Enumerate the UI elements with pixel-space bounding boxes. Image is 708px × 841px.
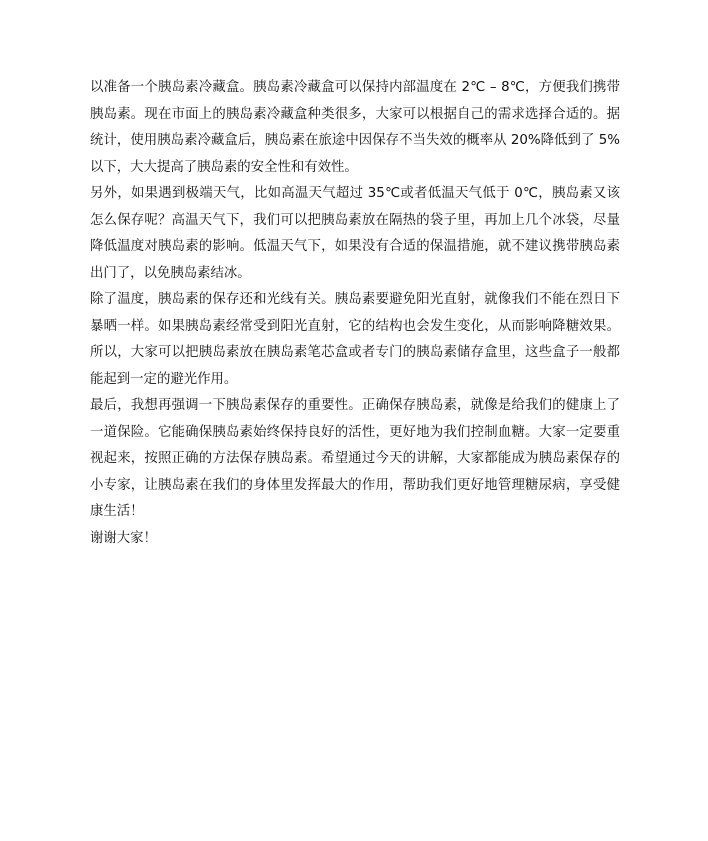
paragraph-thanks: 谢谢大家！ (90, 530, 157, 546)
paragraph-extreme-weather: 另外，如果遇到极端天气，比如高温天气超过 35℃或者低温天气低于 0℃，胰岛素又该怎么保存呢？高温天气下，我们可以把胰岛素放在隔热的袋子里，再加上几个冰袋，尽量降低温度对胰岛素的影响。低温天气下，如果没有合适的保温措施，就不建议携带胰岛素出门了，以免胰岛素结冰。 (90, 186, 620, 281)
paragraph-cold-box: 以准备一个胰岛素冷藏盒。胰岛素冷藏盒可以保持内部温度在 2℃ – 8℃，方便我们携带胰岛素。现在市面上的胰岛素冷藏盒种类很多，大家可以根据自己的需求选择合适的。据统计，使用胰岛素冷藏盒后，胰岛素在旅途中因保存不当失效的概率从 20%降低到了 5%以下，大大提高了胰岛素的安全性和有效性。 (90, 80, 620, 175)
paragraph-light: 除了温度，胰岛素的保存还和光线有关。胰岛素要避免阳光直射，就像我们不能在烈日下暴晒一样。如果胰岛素经常受到阳光直射，它的结构也会发生变化，从而影响降糖效果。所以，大家可以把胰岛素放在胰岛素笔芯盒或者专门的胰岛素储存盒里，这些盒子一般都能起到一定的避光作用。 (90, 292, 620, 387)
paragraph-importance: 最后，我想再强调一下胰岛素保存的重要性。正确保存胰岛素，就像是给我们的健康上了一道保险。它能确保胰岛素始终保持良好的活性，更好地为我们控制血糖。大家一定要重视起来，按照正确的方法保存胰岛素。希望通过今天的讲解，大家都能成为胰岛素保存的小专家，让胰岛素在我们的身体里发挥最大的作用，帮助我们更好地管理糖尿病，享受健康生活！ (90, 398, 620, 519)
document-body (90, 75, 620, 552)
